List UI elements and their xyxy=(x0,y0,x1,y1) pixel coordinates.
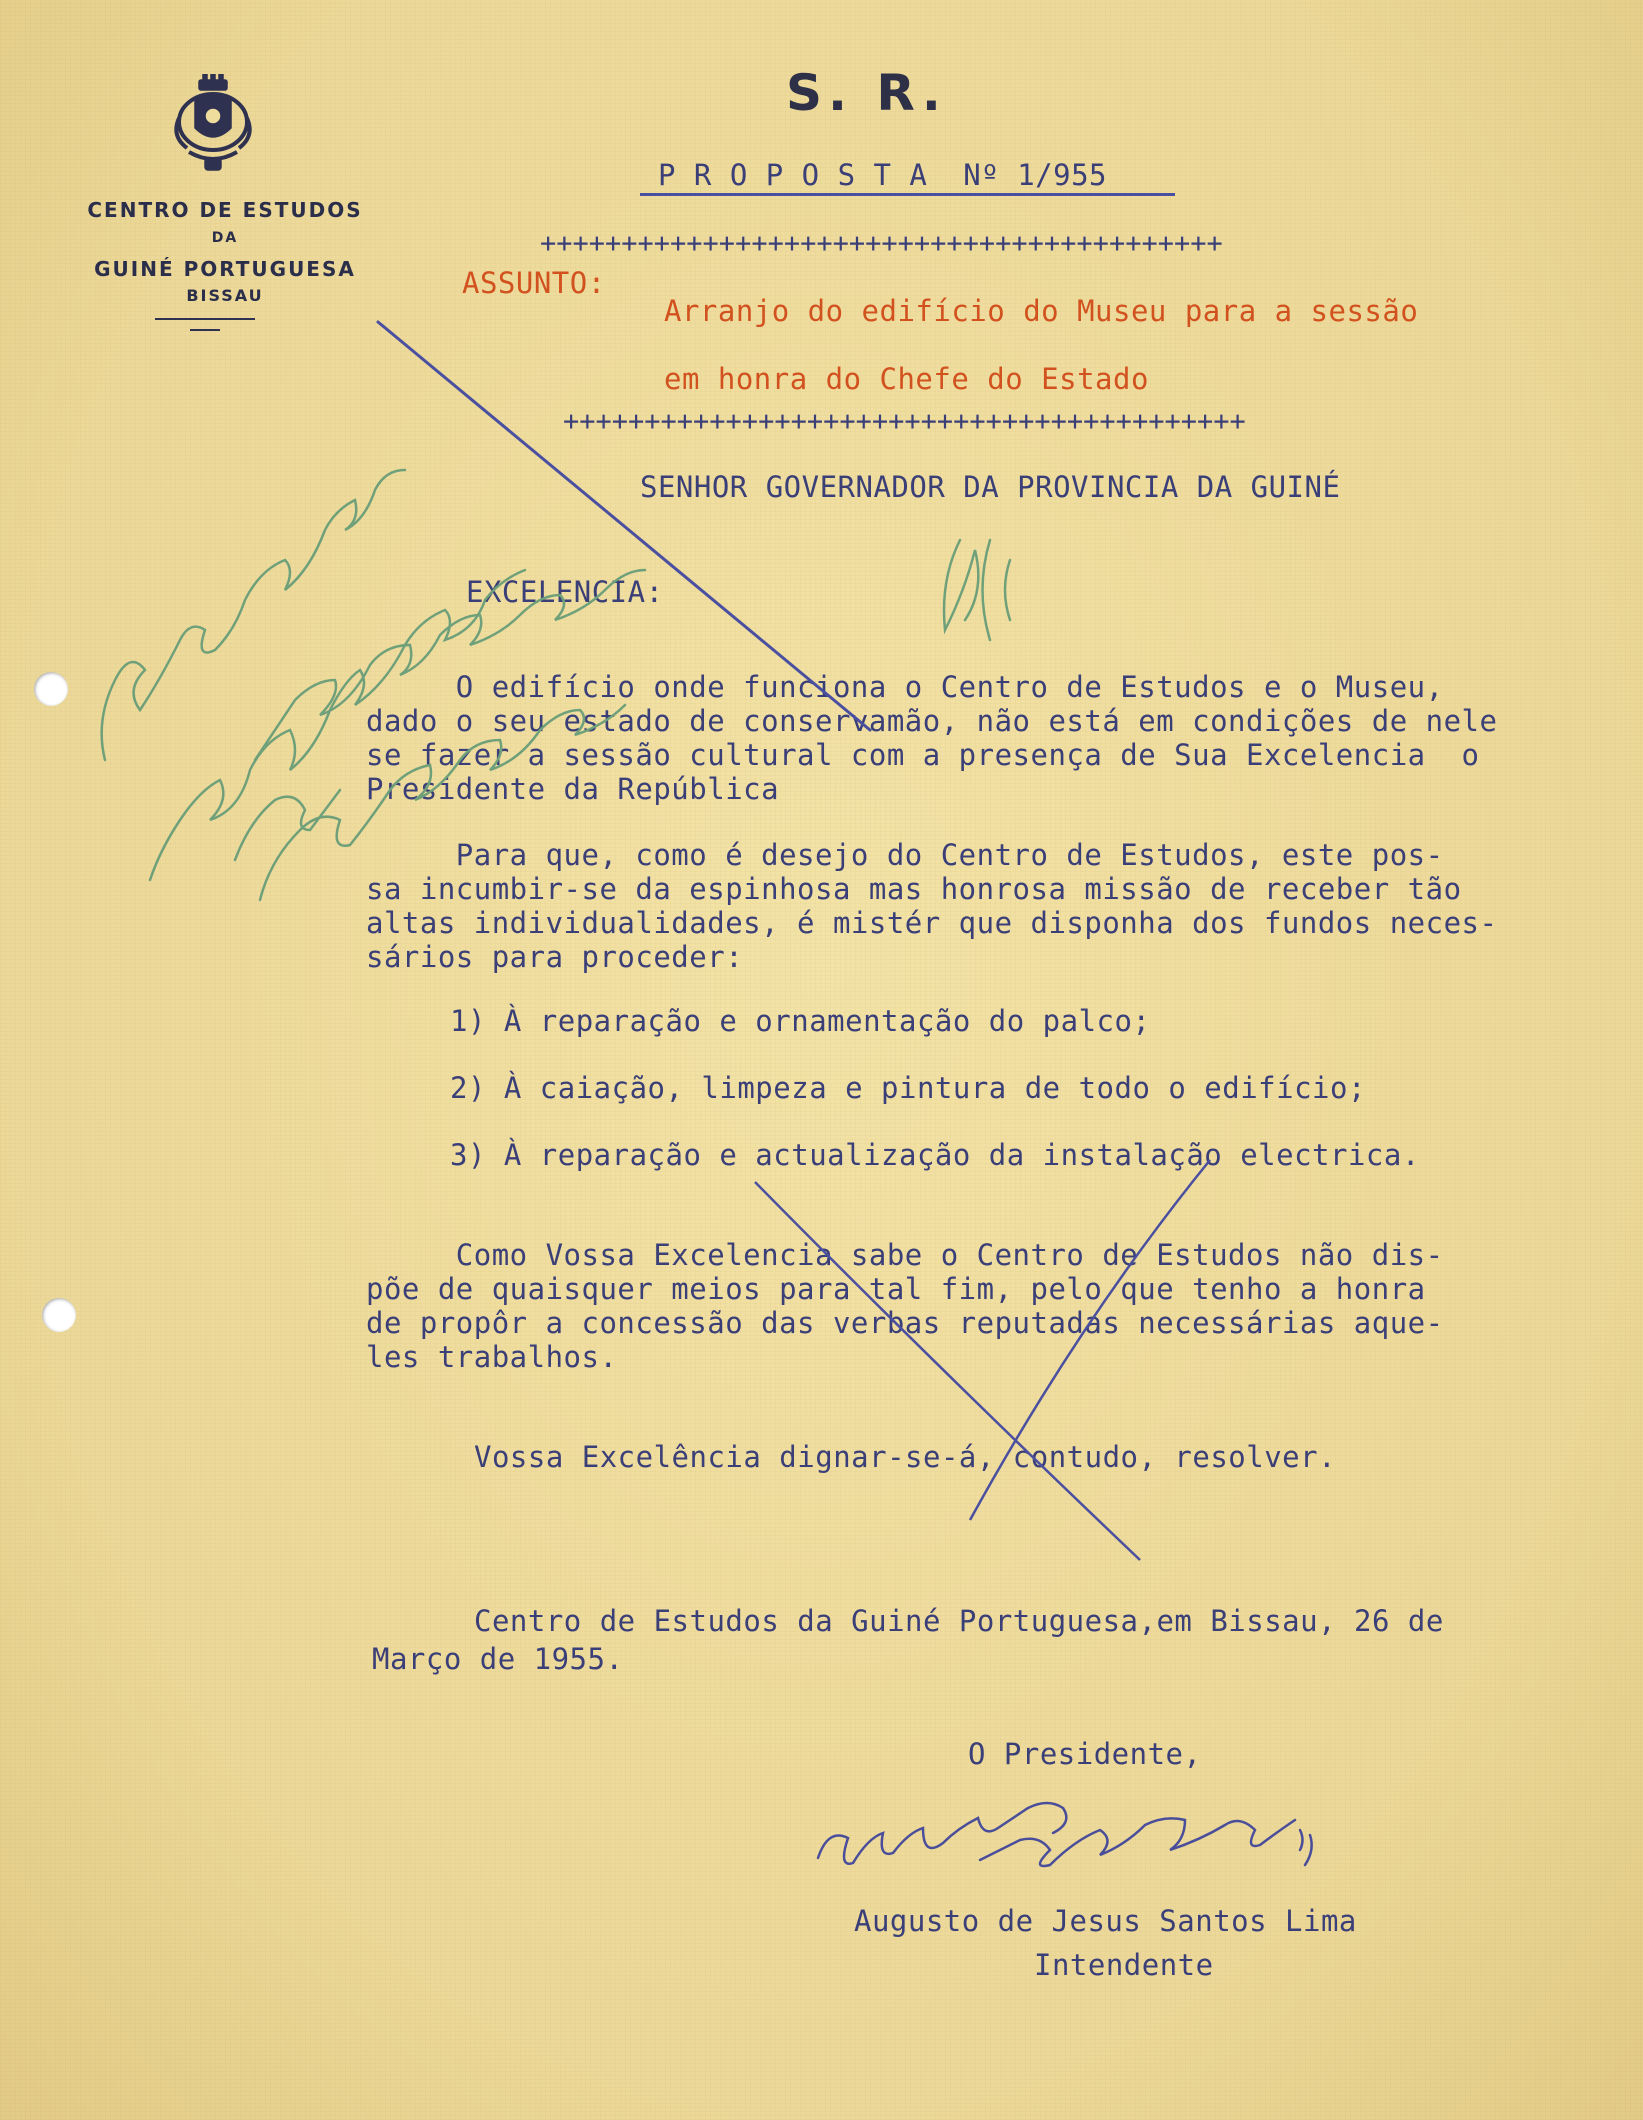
body-p2-line3: altas individualidades, é mistér que disponha dos fundos neces- xyxy=(366,906,1498,940)
list-item-1: 1) À reparação e ornamentação do palco; xyxy=(450,1004,1151,1038)
pencil-x-stroke-2 xyxy=(970,1160,1210,1520)
handwritten-signature xyxy=(818,1803,1312,1866)
plus-separator-bottom: ++++++++++++++++++++++++++++++++++++++++++ xyxy=(563,406,1246,437)
body-p3-line2: põe de quaisquer meios para tal fim, pelo que tenho a honra xyxy=(366,1272,1426,1306)
green-handwritten-note xyxy=(102,470,1010,900)
sr-heading: S. R. xyxy=(786,64,947,122)
org-name-line2: DA xyxy=(211,230,239,246)
signatory-role: Intendente xyxy=(1034,1948,1214,1982)
signatory-name: Augusto de Jesus Santos Lima xyxy=(854,1904,1357,1938)
salutation: EXCELENCIA: xyxy=(466,575,664,609)
body-p2-line2: sa incumbir-se da espinhosa mas honrosa missão de receber tão xyxy=(366,872,1462,906)
body-p3-line4: les trabalhos. xyxy=(366,1340,618,1374)
body-p2-line1: Para que, como é desejo do Centro de Estudos, este pos- xyxy=(366,838,1444,872)
body-p3-line1: Como Vossa Excelencia sabe o Centro de Estudos não dis- xyxy=(366,1238,1444,1272)
closing-line: Vossa Excelência dignar-se-á, contudo, resolver. xyxy=(474,1440,1337,1474)
signature-title: O Presidente, xyxy=(968,1737,1202,1771)
plus-separator-top: ++++++++++++++++++++++++++++++++++++++++++ xyxy=(540,228,1223,259)
list-item-3: 3) À reparação e actualização da instalação electrica. xyxy=(450,1138,1420,1172)
subject-line2: em honra do Chefe do Estado xyxy=(664,362,1149,396)
body-p3-line3: de propôr a concessão das verbas reputadas necessárias aque- xyxy=(366,1306,1444,1340)
org-name-line1: CENTRO DE ESTUDOS xyxy=(87,198,363,222)
addressee: SENHOR GOVERNADOR DA PROVINCIA DA GUINÉ xyxy=(640,470,1341,504)
list-item-2: 2) À caiação, limpeza e pintura de todo o edifício; xyxy=(450,1071,1366,1105)
body-p1-line2: dado o seu estado de conservamão, não está em condições de nele xyxy=(366,704,1498,738)
dateline-line1: Centro de Estudos da Guiné Portuguesa,em Bissau, 26 de xyxy=(474,1604,1444,1638)
subject-line1: Arranjo do edifício do Museu para a sessão xyxy=(664,294,1419,328)
dateline-line2: Março de 1955. xyxy=(372,1642,624,1676)
body-p1-line1: O edifício onde funciona o Centro de Estudos e o Museu, xyxy=(366,670,1444,704)
body-p1-line4: Presidente da República xyxy=(366,772,780,806)
body-p1-line3: se fazer a sessão cultural com a presença de Sua Excelencia o xyxy=(366,738,1480,772)
pencil-x-stroke-1 xyxy=(755,1182,1140,1560)
pencil-strike-top xyxy=(378,322,870,730)
org-name-line4: BISSAU xyxy=(186,286,264,305)
org-name-line3: GUINÉ PORTUGUESA xyxy=(94,257,356,281)
subject-label: ASSUNTO: xyxy=(462,266,606,300)
proposal-number: P R O P O S T A Nº 1/955 xyxy=(658,158,1107,192)
body-p2-line4: sários para proceder: xyxy=(366,940,744,974)
